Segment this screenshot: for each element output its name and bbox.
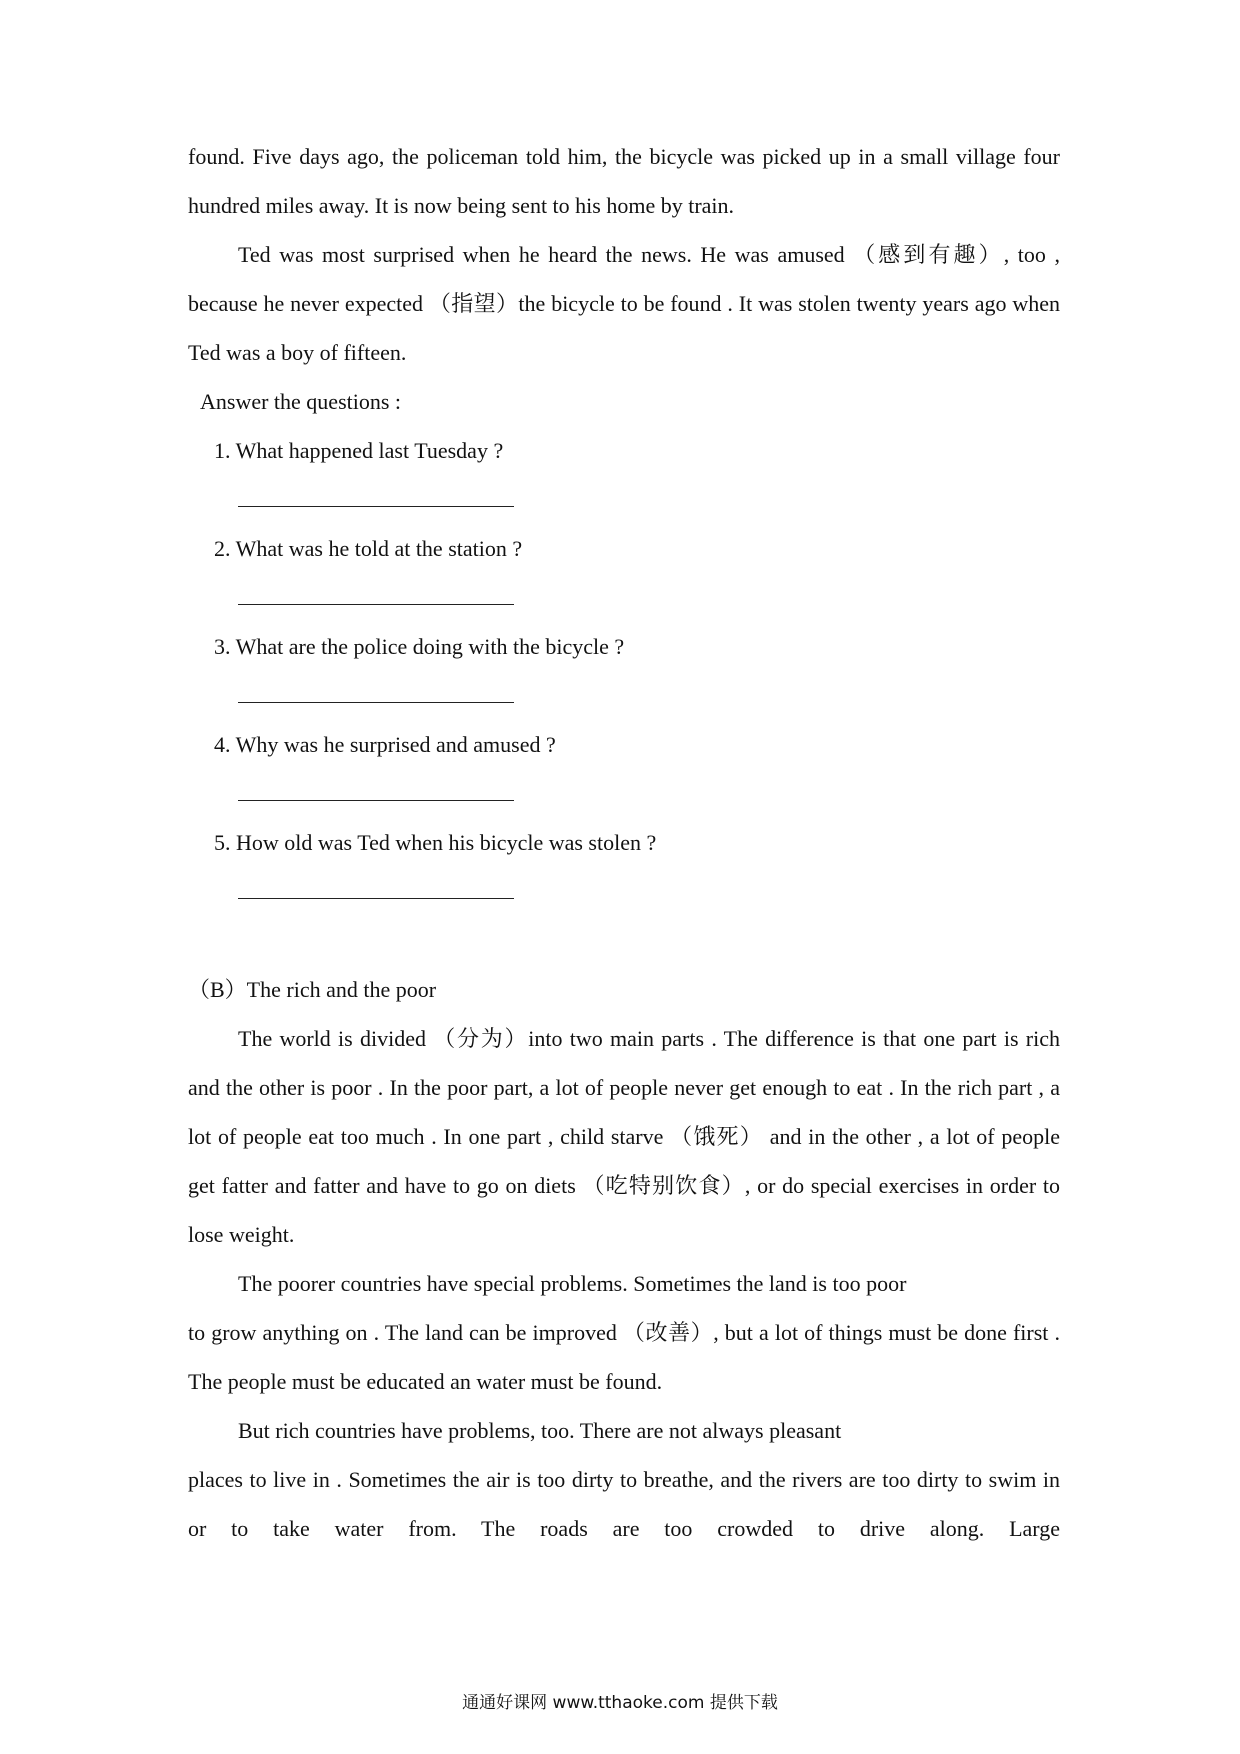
question-1: 1. What happened last Tuesday ? [214,438,504,463]
section-spacer [188,916,1060,965]
question-5: 5. How old was Ted when his bicycle was stolen ? [214,830,657,855]
answer-line-5[interactable] [188,867,1060,916]
passage-b-title: （B）The rich and the poor [188,977,437,1002]
passage-b-paragraph-2: to grow anything on . The land can be improved （改善）, but a lot of things must be done first . The people must be educated an water must be found. [188,1320,1060,1394]
passage-b-paragraph-1: The world is divided （分为）into two main parts . The difference is that one part is rich and the other is poor . In the poor part, a lot of people never get enough to eat . In the rich part , a lot of people eat too much . In one part , child starve （饿死） and in the other , a lot of people get fatter and fatter and have to go on diets （吃特别饮食）, or do special exercises in order to lose weight. [188,1026,1060,1247]
document-body [188,132,1060,1553]
questions-heading: Answer the questions : [200,389,402,414]
passage-b-paragraph-2-line-1: The poorer countries have special problems. Sometimes the land is too poor [238,1271,907,1296]
passage-b-paragraph-3: places to live in . Sometimes the air is too dirty to breathe, and the rivers are too dirty to swim in or to take water from. The roads are too crowded to drive along. Large [188,1467,1060,1541]
answer-line-4[interactable] [188,769,1060,818]
answer-line-1[interactable] [188,475,1060,524]
question-4: 4. Why was he surprised and amused ? [214,732,556,757]
question-2: 2. What was he told at the station ? [214,536,523,561]
answer-line-2[interactable] [188,573,1060,622]
passage-b-paragraph-3-line-1: But rich countries have problems, too. There are not always pleasant [238,1418,842,1443]
answer-line-3[interactable] [188,671,1060,720]
question-3: 3. What are the police doing with the bicycle ? [214,634,625,659]
page-footer: 通通好课网 www.tthaoke.com 提供下载 [462,1693,778,1713]
passage-a-paragraph-2: Ted was most surprised when he heard the news. He was amused （感到有趣）, too , because he never expected （指望）the bicycle to be found . It was stolen twenty years ago when Ted was a boy of fifteen. [188,242,1060,365]
passage-a-paragraph-1: found. Five days ago, the policeman told him, the bicycle was picked up in a small village four hundred miles away. It is now being sent to his home by train. [188,144,1060,218]
